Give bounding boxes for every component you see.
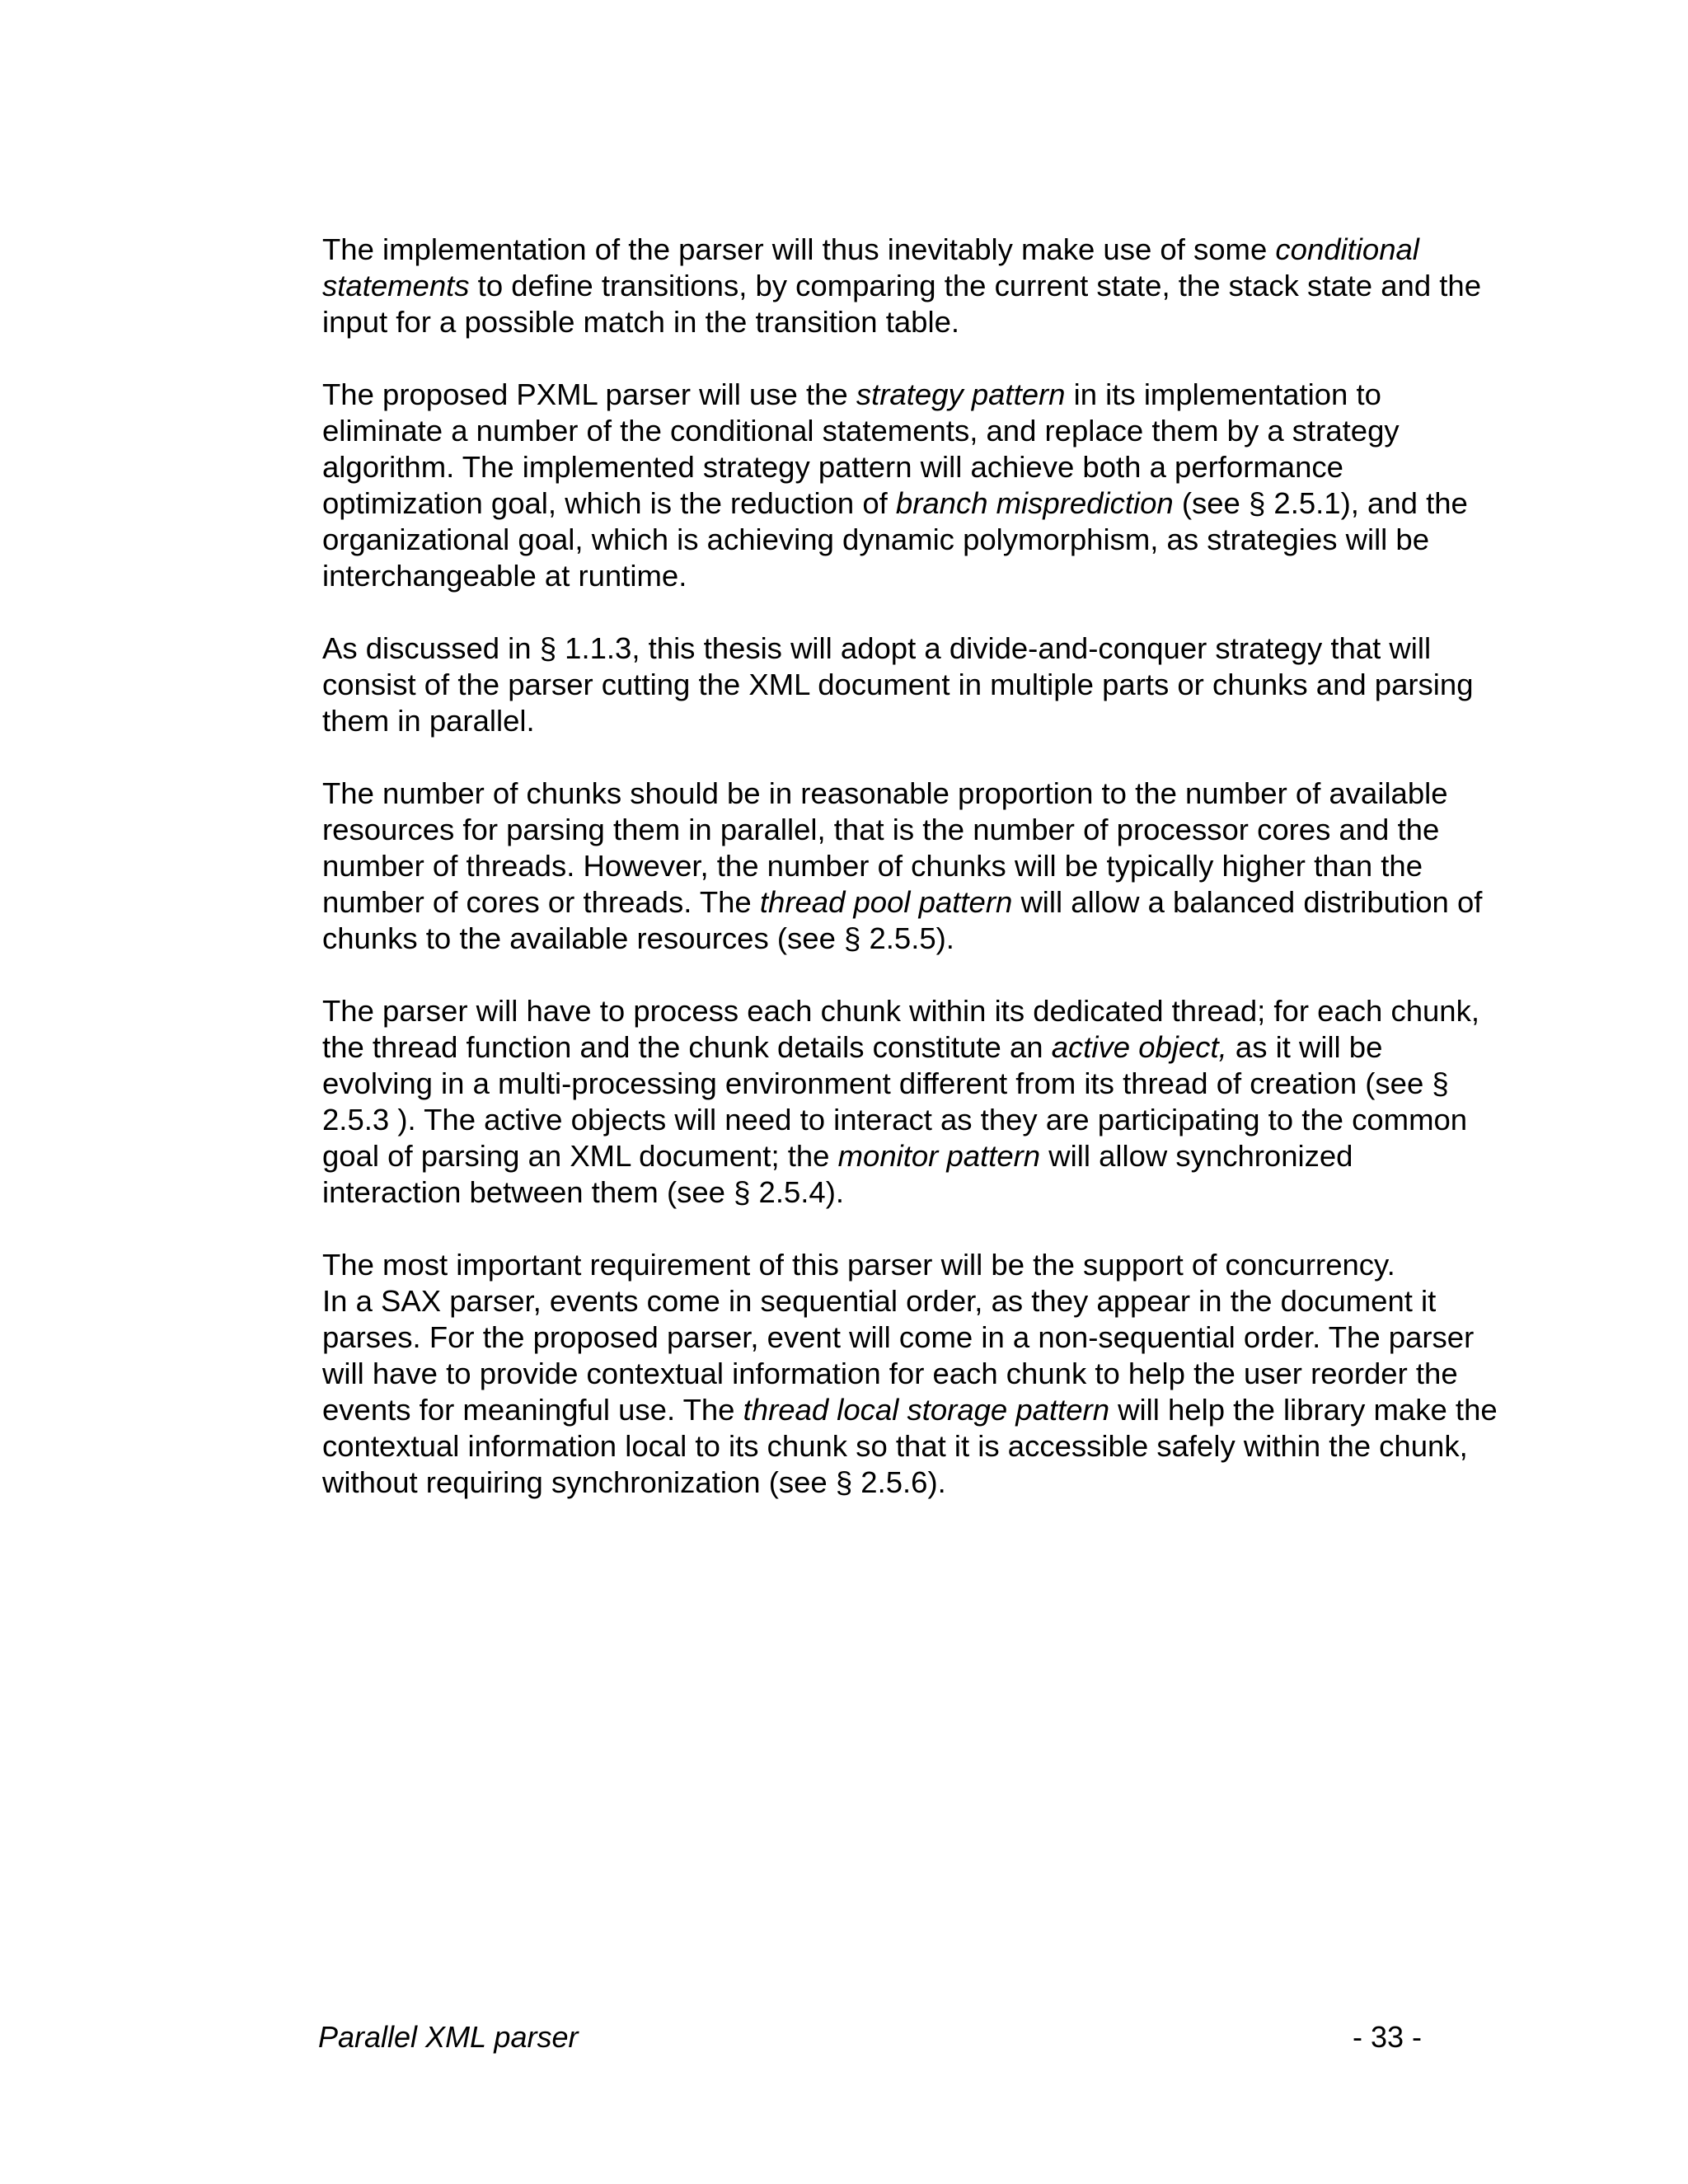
body-text bbox=[322, 232, 1509, 1501]
text-line bbox=[322, 1102, 1509, 1138]
text-line bbox=[322, 1283, 1509, 1319]
text-run: to define transitions, by comparing the current state, the stack state and the bbox=[469, 269, 1482, 302]
text-run: optimization goal, which is the reduction of bbox=[322, 486, 896, 520]
text-run: 2.5.3 ). The active objects will need to interact as they are participating to the common bbox=[322, 1103, 1468, 1137]
text-line bbox=[322, 558, 1509, 594]
text-line bbox=[322, 1029, 1509, 1066]
text-run: organizational goal, which is achieving dynamic polymorphism, as strategies will be bbox=[322, 523, 1430, 556]
text-run: input for a possible match in the transition table. bbox=[322, 305, 960, 339]
text-run: will have to provide contextual information for each chunk to help the user reorder the bbox=[322, 1357, 1458, 1390]
text-run: as it will be bbox=[1226, 1030, 1383, 1064]
footer-title: Parallel XML parser bbox=[318, 2020, 579, 2054]
text-run: The most important requirement of this parser will be the support of concurrency. bbox=[322, 1248, 1395, 1282]
text-line bbox=[322, 776, 1509, 812]
text-run: the thread function and the chunk details constitute an bbox=[322, 1030, 1052, 1064]
text-run: eliminate a number of the conditional statements, and replace them by a strategy bbox=[322, 414, 1400, 448]
text-line bbox=[322, 1319, 1509, 1356]
text-line bbox=[322, 449, 1509, 485]
text-line bbox=[322, 1392, 1509, 1428]
text-line bbox=[322, 268, 1509, 304]
text-run: number of threads. However, the number of chunks will be typically higher than the bbox=[322, 849, 1423, 883]
emphasized-term: branch misprediction bbox=[895, 486, 1174, 520]
text-line bbox=[322, 884, 1509, 921]
text-line bbox=[322, 921, 1509, 957]
text-run: will allow a balanced distribution of bbox=[1012, 885, 1483, 919]
paragraph bbox=[322, 993, 1509, 1211]
text-run: goal of parsing an XML document; the bbox=[322, 1139, 838, 1173]
text-run: As discussed in § 1.1.3, this thesis will adopt a divide-and-conquer strategy that will bbox=[322, 631, 1432, 665]
text-line bbox=[322, 667, 1509, 703]
paragraph bbox=[322, 377, 1509, 594]
paragraph bbox=[322, 776, 1509, 957]
text-run: will allow synchronized bbox=[1040, 1139, 1353, 1173]
paragraph bbox=[322, 1247, 1509, 1501]
text-run: In a SAX parser, events come in sequential order, as they appear in the document it bbox=[322, 1284, 1437, 1318]
paragraph bbox=[322, 232, 1509, 340]
emphasized-term: statements bbox=[322, 269, 470, 302]
text-run: contextual information local to its chunk so that it is accessible safely within the chunk, bbox=[322, 1429, 1468, 1463]
text-run: without requiring synchronization (see § 2.5.6). bbox=[322, 1465, 946, 1499]
text-line bbox=[322, 377, 1509, 413]
text-line bbox=[322, 848, 1509, 884]
text-line bbox=[322, 413, 1509, 449]
text-line bbox=[322, 1066, 1509, 1102]
text-run: The implementation of the parser will thus inevitably make use of some bbox=[322, 232, 1276, 266]
text-line bbox=[322, 1174, 1509, 1211]
text-line bbox=[322, 485, 1509, 522]
emphasized-term: thread pool pattern bbox=[759, 885, 1013, 919]
text-run: resources for parsing them in parallel, that is the number of processor cores and the bbox=[322, 813, 1440, 846]
text-run: will help the library make the bbox=[1109, 1393, 1498, 1427]
text-run: in its implementation to bbox=[1065, 377, 1381, 411]
text-run: events for meaningful use. The bbox=[322, 1393, 743, 1427]
text-line bbox=[322, 522, 1509, 558]
text-line bbox=[322, 1138, 1509, 1174]
text-run: algorithm. The implemented strategy pattern will achieve both a performance bbox=[322, 450, 1343, 484]
emphasized-term: conditional bbox=[1275, 232, 1419, 266]
text-line bbox=[322, 1465, 1509, 1501]
text-line bbox=[322, 232, 1509, 268]
text-line bbox=[322, 304, 1509, 340]
text-run: (see § 2.5.1), and the bbox=[1173, 486, 1468, 520]
text-line bbox=[322, 703, 1509, 739]
text-run: The proposed PXML parser will use the bbox=[322, 377, 856, 411]
text-line bbox=[322, 1356, 1509, 1392]
text-line bbox=[322, 993, 1509, 1029]
emphasized-term: thread local storage pattern bbox=[743, 1393, 1110, 1427]
text-run: interaction between them (see § 2.5.4). bbox=[322, 1175, 845, 1209]
text-line bbox=[322, 630, 1509, 667]
text-run: The number of chunks should be in reasonable proportion to the number of available bbox=[322, 776, 1448, 810]
text-line bbox=[322, 1428, 1509, 1465]
text-run: number of cores or threads. The bbox=[322, 885, 760, 919]
text-run: interchangeable at runtime. bbox=[322, 559, 687, 593]
text-run: The parser will have to process each chunk within its dedicated thread; for each chunk, bbox=[322, 994, 1479, 1028]
paragraph bbox=[322, 630, 1509, 739]
text-run: chunks to the available resources (see § 2.5.5). bbox=[322, 921, 954, 955]
text-run: evolving in a multi-processing environment different from its thread of creation (see § bbox=[322, 1066, 1449, 1100]
text-line bbox=[322, 1247, 1509, 1283]
page-number: - 33 - bbox=[1353, 2020, 1423, 2054]
text-run: parses. For the proposed parser, event will come in a non-sequential order. The parser bbox=[322, 1320, 1475, 1354]
emphasized-term: monitor pattern bbox=[837, 1139, 1041, 1173]
text-run: them in parallel. bbox=[322, 704, 535, 738]
emphasized-term: active object, bbox=[1051, 1030, 1227, 1064]
text-run: consist of the parser cutting the XML document in multiple parts or chunks and parsing bbox=[322, 668, 1474, 701]
text-line bbox=[322, 812, 1509, 848]
emphasized-term: strategy pattern bbox=[856, 377, 1066, 411]
